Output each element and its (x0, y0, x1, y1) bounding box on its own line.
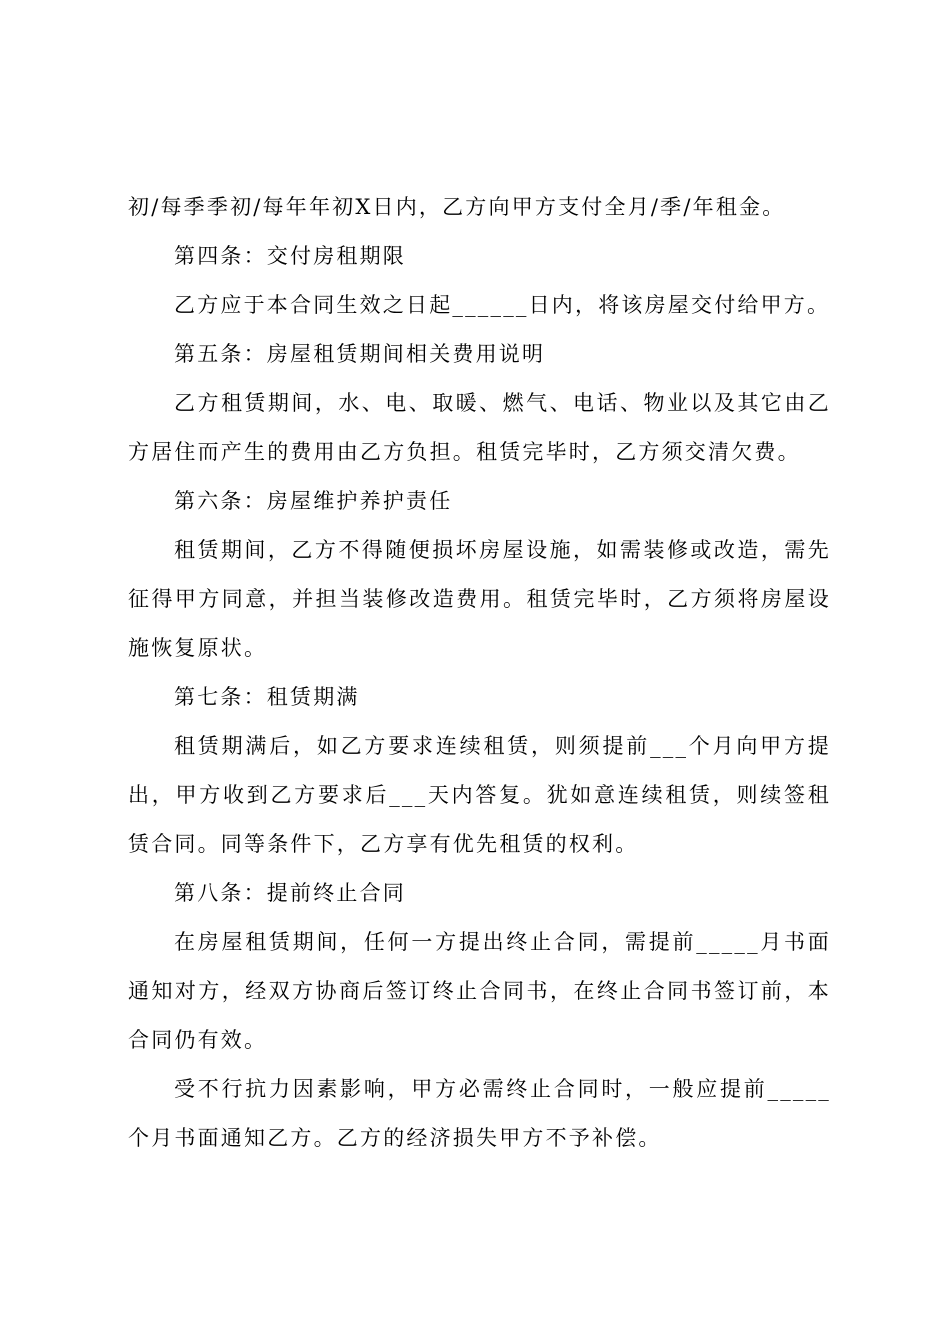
heading-article-7: 第七条：租赁期满 (174, 685, 360, 709)
paragraph-article-8-early-termination: 在房屋租赁期间，任何一方提出终止合同，需提前_____月书面通知对方，经双方协商后签订终止合同书，在终止合同书签订前，本合同仍有效。 (128, 930, 831, 1052)
heading-article-4: 第四条：交付房租期限 (174, 244, 406, 268)
paragraph-continued-rent-terms: 初/每季季初/每年年初X日内，乙方向甲方支付全月/季/年租金。 (128, 195, 786, 219)
paragraph-article-4: 乙方应于本合同生效之日起______日内，将该房屋交付给甲方。 (174, 293, 831, 317)
heading-article-8: 第八条：提前终止合同 (174, 881, 406, 905)
heading-article-5: 第五条：房屋租赁期间相关费用说明 (174, 342, 546, 366)
document-body (128, 183, 831, 1163)
paragraph-article-8-force-majeure: 受不行抗力因素影响，甲方必需终止合同时，一般应提前_____个月书面通知乙方。乙方的经济损失甲方不予补偿。 (128, 1077, 831, 1150)
paragraph-article-6: 租赁期间，乙方不得随便损坏房屋设施，如需装修或改造，需先征得甲方同意，并担当装修改造费用。租赁完毕时，乙方须将房屋设施恢复原状。 (128, 538, 831, 660)
paragraph-article-7: 租赁期满后，如乙方要求连续租赁，则须提前___个月向甲方提出，甲方收到乙方要求后___天内答复。犹如意连续租赁，则续签租赁合同。同等条件下，乙方享有优先租赁的权利。 (128, 734, 831, 856)
heading-article-6: 第六条：房屋维护养护责任 (174, 489, 453, 513)
paragraph-article-5: 乙方租赁期间，水、电、取暖、燃气、电话、物业以及其它由乙方居住而产生的费用由乙方负担。租赁完毕时，乙方须交清欠费。 (128, 391, 831, 464)
